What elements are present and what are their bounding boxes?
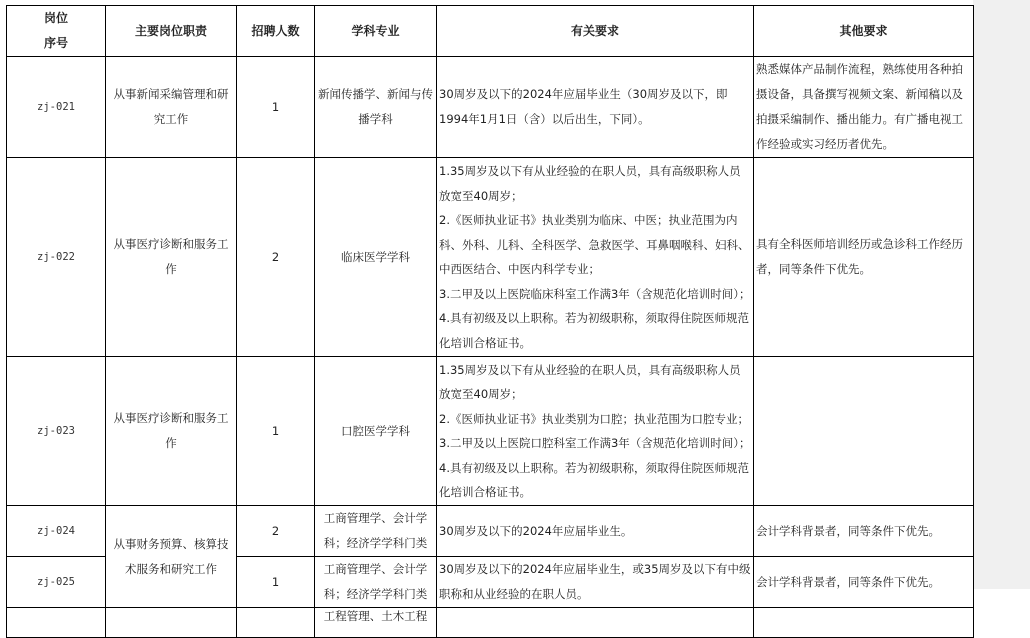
position-id: zj-025	[7, 557, 106, 608]
major-cell: 口腔医学学科	[315, 357, 437, 506]
major-cell: 临床医学学科	[315, 158, 437, 357]
requirement-item: 1.35周岁及以下有从业经验的在职人员，具有高级职称人员放宽至40周岁；	[439, 362, 741, 401]
requirement-item: 1.35周岁及以下有从业经验的在职人员，具有高级职称人员放宽至40周岁；	[439, 164, 741, 203]
position-id: zj-022	[7, 158, 106, 357]
duties-cell	[106, 608, 237, 638]
header-other: 其他要求	[754, 6, 974, 57]
requirements-cell	[437, 158, 754, 357]
requirement-item: 4.具有初级及以上职称。若为初级职称，须取得住院医师规范化培训合格证书。	[439, 311, 749, 350]
table-row	[7, 608, 974, 638]
requirements-cell: 30周岁及以下的2024年应届毕业生。	[437, 506, 754, 557]
header-major: 学科专业	[315, 6, 437, 57]
count-cell: 1	[237, 57, 315, 158]
header-position-line2: 序号	[43, 36, 68, 50]
duties-cell: 从事医疗诊断和服务工作	[106, 357, 237, 506]
page-margin-strip	[973, 0, 1030, 589]
table-header-row	[7, 6, 974, 57]
duties-cell: 从事医疗诊断和服务工作	[106, 158, 237, 357]
major-cell: 新闻传播学、新闻与传播学科	[315, 57, 437, 158]
other-requirements-cell: 会计学科背景者，同等条件下优先。	[754, 557, 974, 608]
count-cell: 2	[237, 506, 315, 557]
position-id: zj-021	[7, 57, 106, 158]
requirement-item: 3.二甲及以上医院临床科室工作满3年（含规范化培训时间）；	[439, 286, 751, 301]
count-cell: 1	[237, 557, 315, 608]
table-row	[7, 357, 974, 506]
count-cell: 1	[237, 357, 315, 506]
other-requirements-cell	[754, 608, 974, 638]
header-requirements: 有关要求	[437, 6, 754, 57]
requirements-cell: 30周岁及以下的2024年应届毕业生（30周岁及以下，即1994年1月1日（含）以后出生，下同）。	[437, 57, 754, 158]
header-duties: 主要岗位职责	[106, 6, 237, 57]
requirement-item: 4.具有初级及以上职称。若为初级职称，须取得住院医师规范化培训合格证书。	[439, 460, 749, 499]
table-row	[7, 506, 974, 557]
recruitment-table	[6, 5, 974, 638]
other-requirements-cell	[754, 357, 974, 506]
count-cell: 2	[237, 158, 315, 357]
position-id: zj-024	[7, 506, 106, 557]
major-cell: 工商管理学、会计学科；经济学学科门类	[315, 557, 437, 608]
header-position-line1: 岗位	[43, 11, 68, 25]
position-id	[7, 608, 106, 638]
requirement-item: 3.二甲及以上医院口腔科室工作满3年（含规范化培训时间）；	[439, 436, 751, 450]
major-cell: 工商管理学、会计学科；经济学学科门类	[315, 506, 437, 557]
major-cell: 工程管理、土木工程	[315, 608, 437, 638]
requirements-cell	[437, 608, 754, 638]
table-row	[7, 158, 974, 357]
count-cell	[237, 608, 315, 638]
requirement-item: 2.《医师执业证书》执业类别为临床、中医；执业范围为内科、外科、儿科、全科医学、急救医学、耳鼻咽喉科、妇科、中西医结合、中医内科学专业；	[439, 213, 750, 276]
duties-cell: 从事财务预算、核算技术服务和研究工作	[106, 506, 237, 608]
other-requirements-cell: 具有全科医师培训经历或急诊科工作经历者，同等条件下优先。	[754, 158, 974, 357]
other-requirements-cell: 会计学科背景者，同等条件下优先。	[754, 506, 974, 557]
requirement-item: 2.《医师执业证书》执业类别为口腔；执业范围为口腔专业；	[439, 411, 749, 426]
header-position	[7, 6, 106, 57]
table-row	[7, 57, 974, 158]
duties-cell: 从事新闻采编管理和研究工作	[106, 57, 237, 158]
position-id: zj-023	[7, 357, 106, 506]
requirements-cell: 30周岁及以下的2024年应届毕业生，或35周岁及以下有中级职称和从业经验的在职人员。	[437, 557, 754, 608]
requirements-cell	[437, 357, 754, 506]
header-count: 招聘人数	[237, 6, 315, 57]
other-requirements-cell: 熟悉媒体产品制作流程，熟练使用各种拍摄设备，具备撰写视频文案、新闻稿以及拍摄采编制作、播出能力。有广播电视工作经验或实习经历者优先。	[754, 57, 974, 158]
